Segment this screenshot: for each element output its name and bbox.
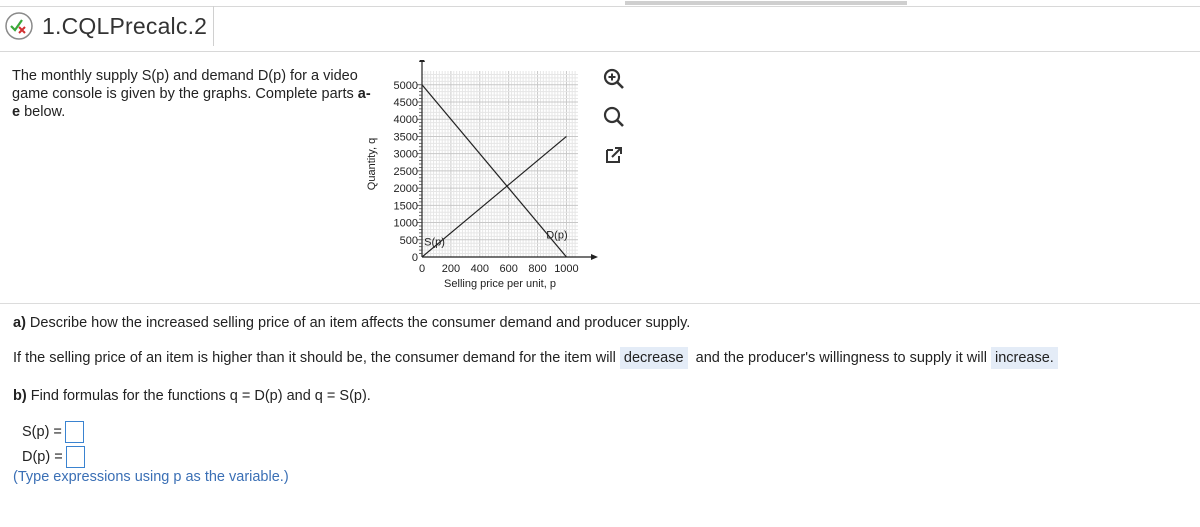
y-tick-label: 5000: [393, 79, 418, 92]
supply-series-label: S(p): [424, 236, 445, 249]
y-tick-label: 1000: [393, 217, 418, 230]
part-a-answer-sentence: [13, 350, 1058, 366]
y-tick-label: 500: [399, 234, 418, 247]
part-b-question: [13, 388, 371, 404]
y-tick-label: 2500: [393, 165, 418, 178]
sentence-mid: and the producer's willingness to supply it will: [695, 350, 987, 366]
part-b-text: Find formulas for the functions q = D(p) and q = S(p).: [26, 388, 371, 404]
popout-icon[interactable]: [602, 143, 626, 167]
answer-supply-dropdown[interactable]: increase.: [991, 347, 1058, 369]
supply-formula-input[interactable]: [65, 421, 84, 443]
y-tick-label: 4000: [393, 114, 418, 127]
x-axis-arrow: [591, 254, 598, 260]
y-tick-label: 0: [411, 252, 418, 264]
top-scroll-indicator: [625, 1, 907, 5]
section-divider: [0, 303, 1200, 304]
partial-correct-icon: [4, 11, 34, 41]
supply-demand-chart: [360, 60, 600, 295]
demand-formula-input[interactable]: [66, 446, 85, 468]
part-a-question: [13, 315, 690, 331]
x-axis-label: Selling price per unit, p: [444, 278, 556, 290]
x-tick-label: 600: [499, 263, 518, 275]
part-a-label: a): [13, 315, 26, 331]
y-tick-label: 4500: [393, 97, 418, 109]
y-tick-label: 1500: [393, 200, 418, 213]
supply-label: S(p) =: [22, 424, 62, 440]
prompt-bold: a-e: [12, 86, 371, 120]
demand-formula-row: [22, 446, 85, 468]
zoom-out-icon[interactable]: [602, 105, 626, 129]
y-tick-label: 2000: [393, 183, 418, 196]
prompt-text: The monthly supply S(p) and demand D(p) for a video game console is given by the graphs. Complete parts: [12, 68, 358, 102]
input-hint: (Type expressions using p as the variable.): [13, 469, 289, 485]
y-axis-arrow: [419, 60, 425, 62]
y-tick-label: 3500: [393, 131, 418, 144]
x-tick-label: 1000: [554, 263, 579, 275]
x-tick-label: 400: [470, 263, 489, 275]
y-axis-label: Quantity, q: [366, 137, 378, 191]
part-b-label: b): [13, 388, 27, 404]
demand-label: D(p) =: [22, 449, 63, 465]
sentence-start: If the selling price of an item is higher than it should be, the consumer demand for the item will: [13, 350, 616, 366]
x-tick-label: 0: [418, 263, 426, 275]
question-title-box: [0, 6, 214, 46]
answer-demand-dropdown[interactable]: decrease: [620, 347, 688, 369]
x-tick-label: 800: [528, 263, 547, 275]
x-tick-label: 200: [441, 263, 461, 275]
supply-formula-row: [22, 421, 84, 443]
y-tick-label: 3000: [393, 148, 418, 161]
problem-prompt: [12, 67, 372, 121]
zoom-in-icon[interactable]: [602, 67, 626, 91]
chart-svg: [360, 60, 600, 295]
demand-series-label: D(p): [546, 229, 568, 242]
prompt-tail: below.: [20, 104, 66, 120]
part-a-text: Describe how the increased selling price of an item affects the consumer demand and producer supply.: [25, 315, 691, 331]
page-title: 1.CQLPrecalc.2: [42, 12, 208, 39]
